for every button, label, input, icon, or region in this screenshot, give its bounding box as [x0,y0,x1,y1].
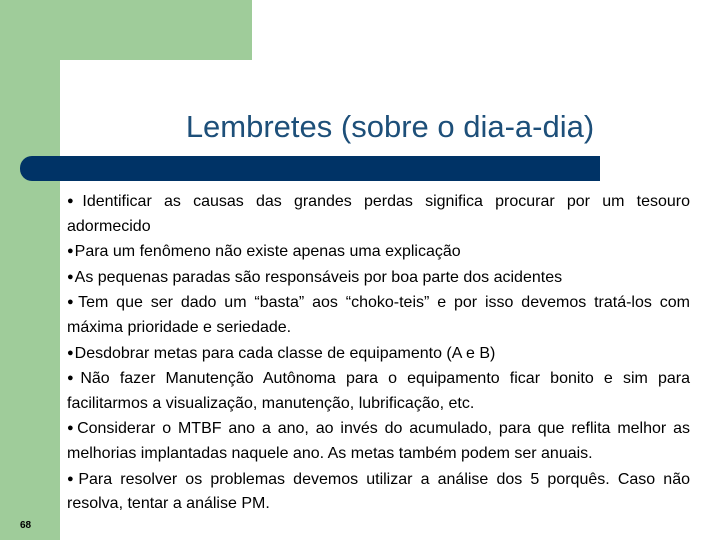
title-underline-bar [20,156,600,181]
bullet-icon: ● [67,245,74,258]
list-item [67,366,690,416]
decorative-green-band-left [0,0,60,540]
list-item [67,239,690,265]
list-item-text: Tem que ser dado um “basta” aos “choko-teis” e por isso devemos tratá-los com máxima prioridade e seriedade. [67,294,690,336]
list-item [67,189,690,239]
bullet-icon: ● [67,270,74,283]
list-item-text: Não fazer Manutenção Autônoma para o equipamento ficar bonito e sim para facilitarmos a visualização, manutenção, lubrificação, etc. [67,370,690,412]
slide-title: Lembretes (sobre o dia-a-dia) [185,109,595,144]
list-item-text: Para resolver os problemas devemos utilizar a análise dos 5 porquês. Caso não resolva, tentar a análise PM. [67,470,690,513]
list-item-text: Considerar o MTBF ano a ano, ao invés do acumulado, para que reflita melhor as melhorias implantadas naquele ano. As metas também podem ser anuais. [67,420,690,462]
list-item [67,416,690,466]
bullet-icon: ● [67,195,82,207]
list-item [67,290,690,340]
list-item-text: Para um fenômeno não existe apenas uma explicação [74,243,461,261]
bullet-icon: ● [67,372,80,385]
list-item-text: Identificar as causas das grandes perdas significa procurar por um tesouro adormecido [67,193,690,235]
bullet-icon: ● [67,346,74,359]
bullet-icon: ● [67,472,78,485]
bullet-icon: ● [67,422,77,435]
list-item [67,265,690,291]
list-item-text: Desdobrar metas para cada classe de equipamento (A e B) [74,344,496,362]
list-item [67,341,690,367]
bullet-icon: ● [67,296,78,309]
list-item [67,467,690,517]
bullet-list [67,189,690,517]
list-item-text: As pequenas paradas são responsáveis por boa parte dos acidentes [74,268,563,286]
slide-page-number: 68 [20,520,32,531]
